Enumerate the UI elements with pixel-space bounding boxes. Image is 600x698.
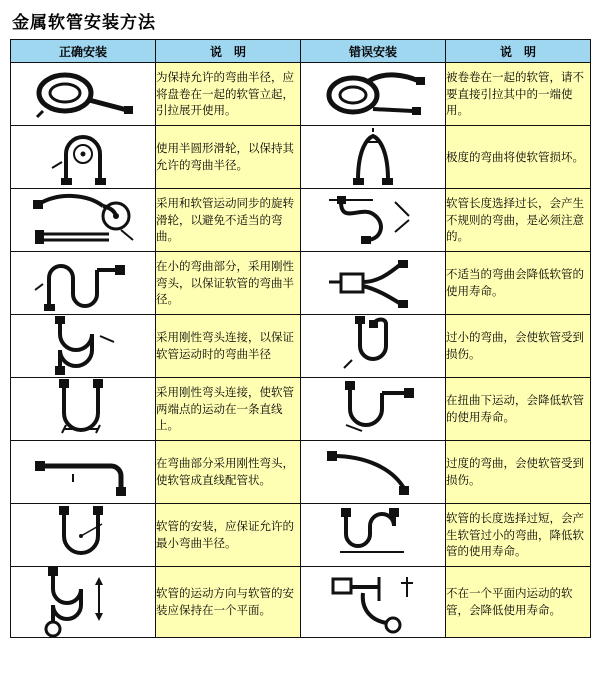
- correct-note-cell: 采用和软管运动同步的旋转滑轮，以避免不适当的弯曲。: [156, 189, 301, 252]
- table-row: [11, 441, 591, 504]
- correct-illustration-cell: [11, 315, 156, 378]
- table-row: [11, 63, 591, 126]
- correct-note-cell: 软管的运动方向与软管的安装应保持在一个平面。: [156, 567, 301, 638]
- correct-illustration-cell: [11, 378, 156, 441]
- correct-note-cell: 在弯曲部分采用刚性弯头，使软管成直线配管状。: [156, 441, 301, 504]
- wrong-illustration-cell: [301, 315, 446, 378]
- correct-illustration-cell: [11, 189, 156, 252]
- wrong-illustration-cell: [301, 252, 446, 315]
- same-plane-motion-icon: [11, 567, 155, 637]
- rigid-elbow-connection-icon: [11, 316, 155, 376]
- table-row: [11, 315, 591, 378]
- wrong-illustration-cell: [301, 63, 446, 126]
- wrong-note-cell: 过小的弯曲，会使软管受到损伤。: [446, 315, 591, 378]
- header-correct-install: 正确安装: [11, 40, 156, 63]
- correct-illustration-cell: [11, 63, 156, 126]
- wrong-note-cell: 不适当的弯曲会降低软管的使用寿命。: [446, 252, 591, 315]
- correct-note-cell: 使用半圆形滑轮，以保持其允许的弯曲半径。: [156, 126, 301, 189]
- table-row: [11, 126, 591, 189]
- wrong-note-cell: 极度的弯曲将使软管损坏。: [446, 126, 591, 189]
- correct-note-cell: 采用刚性弯头连接，以保证软管运动时的弯曲半径: [156, 315, 301, 378]
- wrong-illustration-cell: [301, 504, 446, 567]
- correct-note-cell: 采用刚性弯头连接，使软管两端点的运动在一条直线上。: [156, 378, 301, 441]
- improper-bend-icon: [301, 254, 445, 312]
- correct-illustration-cell: [11, 567, 156, 638]
- correct-illustration-cell: [11, 126, 156, 189]
- synchronized-rotating-pulley-icon: [11, 190, 155, 250]
- wrong-illustration-cell: [301, 189, 446, 252]
- table-row: [11, 189, 591, 252]
- u-shape-rigid-elbow-icon: [11, 379, 155, 439]
- correct-illustration-cell: [11, 441, 156, 504]
- wrong-illustration-cell: [301, 378, 446, 441]
- correct-note-cell: 为保持允许的弯曲半径，应将盘卷在一起的软管立起，引拉展开使用。: [156, 63, 301, 126]
- wrong-illustration-cell: [301, 567, 446, 638]
- wrong-note-cell: 软管长度选择过长，会产生不规则的弯曲，是必须注意的。: [446, 189, 591, 252]
- minimum-bend-radius-install-icon: [11, 506, 155, 564]
- coiled-hose-upright-icon: [11, 65, 155, 123]
- hose-installation-table: [10, 39, 591, 638]
- too-small-bend-icon: [301, 316, 445, 376]
- wrong-note-cell: 在扭曲下运动，会降低软管的使用寿命。: [446, 378, 591, 441]
- semicircle-pulley-icon: [11, 128, 155, 186]
- header-correct-note: 说 明: [156, 40, 301, 63]
- rigid-elbow-small-bend-icon: [11, 254, 155, 312]
- wrong-note-cell: 不在一个平面内运动的软管，会降低使用寿命。: [446, 567, 591, 638]
- header-wrong-install: 错误安装: [301, 40, 446, 63]
- wrong-note-cell: 被卷卷在一起的软管，请不要直接引拉其中的一端使用。: [446, 63, 591, 126]
- coiled-hose-pulled-icon: [301, 65, 445, 123]
- wrong-illustration-cell: [301, 441, 446, 504]
- overlong-hose-small-bend-icon: [301, 506, 445, 564]
- correct-illustration-cell: [11, 504, 156, 567]
- table-row: [11, 504, 591, 567]
- page-title: 金属软管安装方法: [12, 13, 156, 33]
- wrong-note-cell: 过度的弯曲，会使软管受到损伤。: [446, 441, 591, 504]
- correct-illustration-cell: [11, 252, 156, 315]
- excessive-bend-icon: [301, 446, 445, 498]
- table-row: [11, 378, 591, 441]
- correct-note-cell: 在小的弯曲部分，采用刚性弯头，以保证软管的弯曲半径。: [156, 252, 301, 315]
- overlong-hose-irregular-bend-icon: [301, 190, 445, 250]
- correct-note-cell: 软管的安装，应保证允许的最小弯曲半径。: [156, 504, 301, 567]
- straight-pipe-with-elbow-icon: [11, 446, 155, 498]
- out-of-plane-motion-icon: [301, 567, 445, 637]
- wrong-illustration-cell: [301, 126, 446, 189]
- wrong-note-cell: 软管的长度选择过短，会产生软管过小的弯曲，降低软管的使用寿命。: [446, 504, 591, 567]
- table-row: [11, 567, 591, 638]
- sharp-bend-hose-icon: [301, 128, 445, 186]
- header-wrong-note: 说 明: [446, 40, 591, 63]
- table-row: [11, 252, 591, 315]
- twisted-hose-motion-icon: [301, 379, 445, 439]
- table-header-row: [11, 40, 591, 63]
